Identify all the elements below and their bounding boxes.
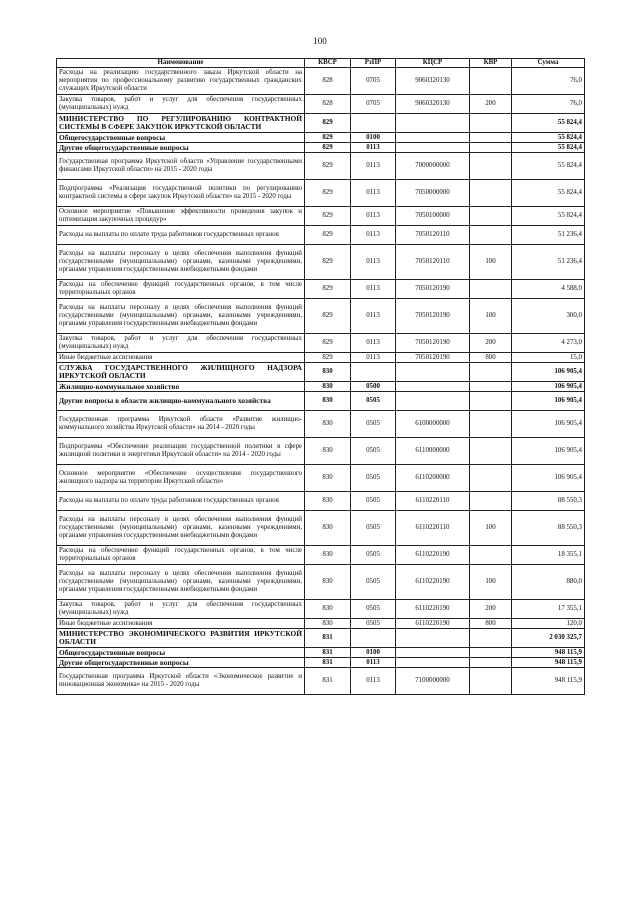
table-header-row [57,59,585,68]
cell-sum: 106 905,4 [512,363,585,382]
cell-sum: 55 824,4 [512,143,585,153]
cell-name: Общегосударственные вопросы [57,648,305,658]
cell-kvr [470,143,512,153]
cell-kvr: 100 [470,299,512,334]
table-row [57,334,585,353]
table-row [57,114,585,133]
table-row [57,411,585,438]
cell-sum: 106 905,4 [512,465,585,492]
cell-kvr [470,68,512,95]
table-row [57,492,585,511]
cell-rzpr: 0505 [351,511,396,546]
cell-sum: 106 905,4 [512,438,585,465]
cell-kvsr: 829 [305,245,351,280]
table-body [57,68,585,695]
cell-rzpr: 0113 [351,207,396,226]
cell-kvr: 100 [470,565,512,600]
cell-name: Расходы на выплаты персоналу в целях обеспечения выполнения функций государственными (муниципальными) органами, казенными учреждениями, органами управления государственными внебюджетными фондами [57,299,305,334]
cell-name: Иные бюджетные ассигнования [57,353,305,363]
cell-kvr [470,668,512,695]
cell-name: МИНИСТЕРСТВО ПО РЕГУЛИРОВАНИЮ КОНТРАКТНОЙ СИСТЕМЫ В СФЕРЕ ЗАКУПОК ИРКУТСКОЙ ОБЛАСТИ [57,114,305,133]
cell-rzpr: 0505 [351,546,396,565]
table-row [57,565,585,600]
cell-rzpr: 0113 [351,245,396,280]
cell-rzpr: 0113 [351,334,396,353]
cell-rzpr: 0505 [351,619,396,629]
cell-kcsr: 7050000000 [396,180,470,207]
cell-kvr [470,629,512,648]
cell-kvsr: 829 [305,353,351,363]
cell-sum: 51 236,4 [512,226,585,245]
cell-kvsr: 829 [305,334,351,353]
cell-kcsr [396,629,470,648]
cell-name: Жилищно-коммунальное хозяйство [57,382,305,392]
cell-kvr: 100 [470,511,512,546]
table-row [57,382,585,392]
cell-kvr: 800 [470,353,512,363]
table-row [57,353,585,363]
cell-rzpr: 0505 [351,565,396,600]
cell-rzpr: 0100 [351,133,396,143]
header-kvsr: КВСР [305,59,351,68]
cell-rzpr: 0113 [351,280,396,299]
cell-rzpr: 0100 [351,648,396,658]
cell-sum: 55 824,4 [512,114,585,133]
cell-kcsr: 6110220190 [396,600,470,619]
cell-name: Другие общегосударственные вопросы [57,143,305,153]
cell-kvr: 800 [470,619,512,629]
cell-sum: 120,0 [512,619,585,629]
cell-kvsr: 830 [305,363,351,382]
table-row [57,95,585,114]
cell-rzpr: 0113 [351,299,396,334]
cell-kvr [470,648,512,658]
cell-rzpr [351,114,396,133]
cell-sum: 17 355,1 [512,600,585,619]
table-row [57,600,585,619]
cell-sum: 948 115,9 [512,668,585,695]
table-row [57,619,585,629]
table-row [57,133,585,143]
cell-kvsr: 829 [305,207,351,226]
cell-kvr: 200 [470,334,512,353]
cell-kvr [470,363,512,382]
cell-name: Государственная программа Иркутской области «Экономическое развитие и инновационная экономика» на 2015 - 2020 годы [57,668,305,695]
cell-kvr [470,382,512,392]
cell-kcsr: 6110220190 [396,619,470,629]
cell-kcsr: 7050120190 [396,280,470,299]
cell-kcsr: 7050120190 [396,334,470,353]
cell-kvsr: 830 [305,382,351,392]
cell-kvr: 200 [470,600,512,619]
header-kcsr: КЦСР [396,59,470,68]
table-row [57,658,585,668]
cell-rzpr: 0500 [351,382,396,392]
cell-sum: 51 236,4 [512,245,585,280]
cell-kvr [470,133,512,143]
cell-kcsr: 6110220190 [396,546,470,565]
cell-kvsr: 828 [305,95,351,114]
table-row [57,280,585,299]
cell-name: Подпрограмма «Обеспечение реализации государственной политики в сфере жилищной политики и энергетики Иркутской области» на 2014 - 2020 годы [57,438,305,465]
cell-kvsr: 829 [305,280,351,299]
cell-name: Основное мероприятие «Обеспечение осуществления государственного жилищного надзора на территории Иркутской области» [57,465,305,492]
cell-kvsr: 831 [305,668,351,695]
cell-kcsr: 6110000000 [396,438,470,465]
cell-rzpr: 0113 [351,353,396,363]
cell-sum: 55 824,4 [512,133,585,143]
cell-name: Закупка товаров, работ и услуг для обеспечения государственных (муниципальных) нужд [57,95,305,114]
table-row [57,648,585,658]
cell-name: Закупка товаров, работ и услуг для обеспечения государственных (муниципальных) нужд [57,334,305,353]
cell-name: Государственная программа Иркутской области «Развитие жилищно-коммунального хозяйства Иркутской области» на 2014 - 2020 годы [57,411,305,438]
cell-rzpr: 0505 [351,411,396,438]
cell-kvr: 200 [470,95,512,114]
cell-kcsr: 9060320130 [396,95,470,114]
table-row [57,511,585,546]
cell-sum: 55 824,4 [512,180,585,207]
cell-kcsr: 6100000000 [396,411,470,438]
cell-name: Расходы на обеспечение функций государственных органов, в том числе территориальных органов [57,546,305,565]
cell-kvr [470,114,512,133]
table-row [57,668,585,695]
cell-name: Иные бюджетные ассигнования [57,619,305,629]
cell-kvsr: 830 [305,492,351,511]
table-row [57,546,585,565]
cell-rzpr: 0113 [351,153,396,180]
cell-kvr [470,492,512,511]
cell-name: Расходы на выплаты персоналу в целях обеспечения выполнения функций государственными (муниципальными) органами, казенными учреждениями, органами управления государственными внебюджетными фондами [57,245,305,280]
cell-name: СЛУЖБА ГОСУДАРСТВЕННОГО ЖИЛИЩНОГО НАДЗОРА ИРКУТСКОЙ ОБЛАСТИ [57,363,305,382]
cell-kcsr [396,392,470,411]
cell-sum: 18 355,1 [512,546,585,565]
cell-name: Расходы на выплаты по оплате труда работников государственных органов [57,226,305,245]
cell-sum: 76,0 [512,68,585,95]
cell-rzpr: 0505 [351,392,396,411]
cell-sum: 948 115,9 [512,658,585,668]
cell-sum: 880,0 [512,565,585,600]
cell-name: Закупка товаров, работ и услуг для обеспечения государственных (муниципальных) нужд [57,600,305,619]
cell-kvsr: 830 [305,465,351,492]
cell-name: Расходы на выплаты персоналу в целях обеспечения выполнения функций государственными (муниципальными) органами, казенными учреждениями, органами управления государственными внебюджетными фондами [57,511,305,546]
cell-name: Другие общегосударственные вопросы [57,658,305,668]
cell-rzpr: 0113 [351,658,396,668]
cell-sum: 300,0 [512,299,585,334]
cell-rzpr: 0113 [351,668,396,695]
table-row [57,68,585,95]
cell-kvsr: 831 [305,648,351,658]
table-row [57,207,585,226]
cell-kcsr [396,382,470,392]
cell-kvsr: 828 [305,68,351,95]
cell-kvr [470,226,512,245]
cell-kcsr: 9060320130 [396,68,470,95]
budget-table [56,58,585,695]
cell-name: Государственная программа Иркутской области «Управление государственными финансами Иркутской области» на 2015 - 2020 годы [57,153,305,180]
cell-name: Общегосударственные вопросы [57,133,305,143]
cell-kcsr: 7050120190 [396,353,470,363]
cell-name: Расходы на выплаты по оплате труда работников государственных органов [57,492,305,511]
cell-name: Основное мероприятие «Повышение эффективности проведения закупок и оптимизация закупочных процедур» [57,207,305,226]
table-row [57,153,585,180]
cell-kvsr: 830 [305,600,351,619]
cell-rzpr: 0505 [351,438,396,465]
cell-kvr [470,280,512,299]
cell-kcsr: 7050120190 [396,299,470,334]
cell-rzpr [351,363,396,382]
header-kvr: КВР [470,59,512,68]
cell-kcsr: 7050120110 [396,226,470,245]
cell-rzpr: 0113 [351,226,396,245]
cell-kvr [470,153,512,180]
cell-name: МИНИСТЕРСТВО ЭКОНОМИЧЕСКОГО РАЗВИТИЯ ИРКУТСКОЙ ОБЛАСТИ [57,629,305,648]
cell-name: Другие вопросы в области жилищно-коммунального хозяйства [57,392,305,411]
cell-kvsr: 829 [305,180,351,207]
table-row [57,245,585,280]
cell-kvsr: 829 [305,143,351,153]
cell-kvsr: 831 [305,658,351,668]
table-row [57,226,585,245]
cell-kcsr: 6110200000 [396,465,470,492]
cell-kvsr: 830 [305,411,351,438]
cell-kcsr: 7000000000 [396,153,470,180]
cell-rzpr: 0705 [351,68,396,95]
cell-kvr: 100 [470,245,512,280]
cell-name: Расходы на реализацию государственного заказа Иркутской области на мероприятия по профессиональному развитию государственных гражданских служащих Иркутской области [57,68,305,95]
table-row [57,299,585,334]
cell-sum: 55 824,4 [512,207,585,226]
cell-kcsr [396,133,470,143]
cell-sum: 948 115,9 [512,648,585,658]
cell-kvr [470,392,512,411]
cell-sum: 2 030 325,7 [512,629,585,648]
cell-sum: 4 273,0 [512,334,585,353]
cell-kvsr: 830 [305,565,351,600]
cell-kcsr: 7100000000 [396,668,470,695]
header-rzpr: РзПР [351,59,396,68]
cell-sum: 88 550,3 [512,511,585,546]
cell-kvsr: 830 [305,619,351,629]
cell-kvr [470,465,512,492]
cell-rzpr: 0505 [351,465,396,492]
cell-sum: 88 550,3 [512,492,585,511]
table-row [57,629,585,648]
cell-kvsr: 831 [305,629,351,648]
cell-kcsr [396,648,470,658]
table-row [57,465,585,492]
cell-rzpr: 0505 [351,492,396,511]
cell-kvr [470,438,512,465]
cell-kvr [470,546,512,565]
cell-kcsr: 7050100000 [396,207,470,226]
cell-rzpr: 0505 [351,600,396,619]
table-row [57,438,585,465]
cell-name: Расходы на обеспечение функций государственных органов, в том числе территориальных органов [57,280,305,299]
table-row [57,143,585,153]
cell-sum: 4 588,0 [512,280,585,299]
cell-kcsr: 6110220110 [396,492,470,511]
cell-kvsr: 829 [305,299,351,334]
cell-kvr [470,658,512,668]
cell-kcsr [396,143,470,153]
cell-rzpr [351,629,396,648]
cell-kcsr [396,658,470,668]
cell-rzpr: 0705 [351,95,396,114]
cell-kcsr [396,114,470,133]
table-row [57,392,585,411]
cell-kvsr: 829 [305,133,351,143]
cell-sum: 106 905,4 [512,392,585,411]
cell-kvsr: 830 [305,511,351,546]
cell-kvsr: 830 [305,546,351,565]
cell-sum: 55 824,4 [512,153,585,180]
cell-kvr [470,180,512,207]
cell-kcsr: 6110220190 [396,565,470,600]
cell-name: Подпрограмма «Реализация государственной политики по регулированию контрактной системы в сфере закупок Иркутской области» на 2015 - 2020 годы [57,180,305,207]
cell-kvr [470,411,512,438]
cell-sum: 15,0 [512,353,585,363]
cell-kcsr: 7050120110 [396,245,470,280]
cell-name: Расходы на выплаты персоналу в целях обеспечения выполнения функций государственными (муниципальными) органами, казенными учреждениями, органами управления государственными внебюджетными фондами [57,565,305,600]
cell-kvsr: 829 [305,153,351,180]
cell-sum: 76,0 [512,95,585,114]
cell-rzpr: 0113 [351,143,396,153]
cell-sum: 106 905,4 [512,382,585,392]
cell-sum: 106 905,4 [512,411,585,438]
cell-kvsr: 829 [305,114,351,133]
header-sum: Сумма [512,59,585,68]
cell-kvsr: 830 [305,392,351,411]
cell-kcsr: 6110220110 [396,511,470,546]
table-row [57,180,585,207]
header-name: Наименование [57,59,305,68]
cell-kvsr: 829 [305,226,351,245]
cell-kcsr [396,363,470,382]
page-number: 100 [313,36,327,46]
table-row [57,363,585,382]
cell-rzpr: 0113 [351,180,396,207]
cell-kvr [470,207,512,226]
cell-kvsr: 830 [305,438,351,465]
